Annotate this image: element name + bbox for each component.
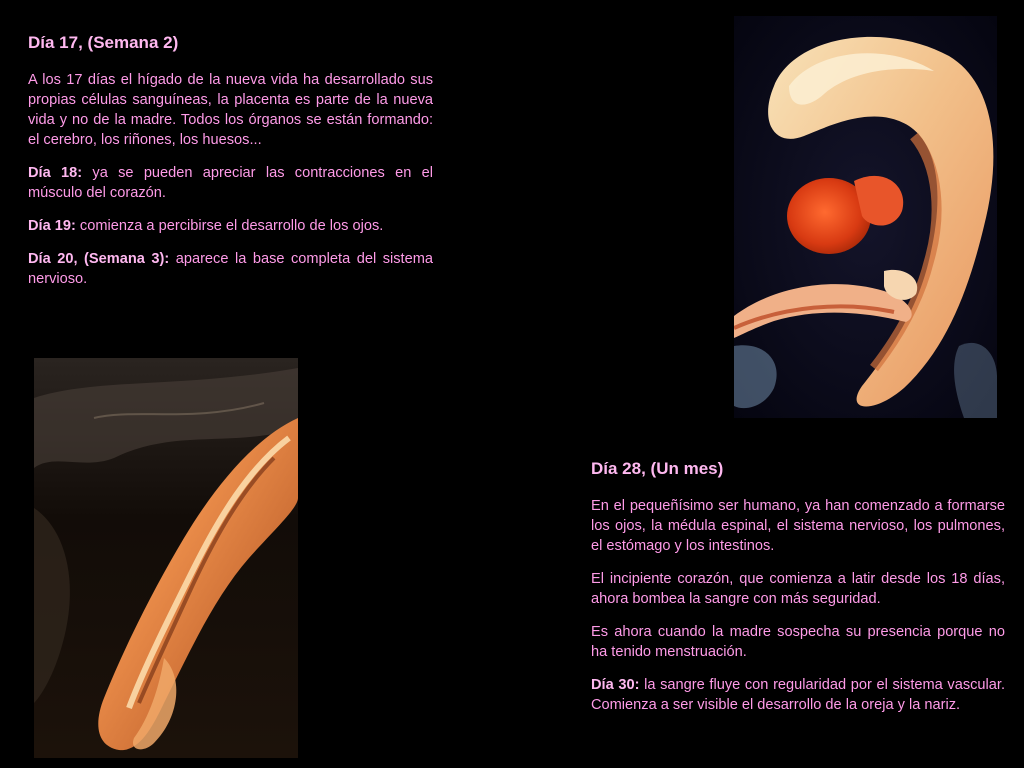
paragraph-text: A los 17 días el hígado de la nueva vida ha desarrollado sus propias células sanguíneas, la placenta es parte de la nueva vida y no de la madre. Todos los órganos se están formando: el cerebro, los riñones, los huesos... bbox=[28, 72, 433, 148]
day20-paragraph bbox=[28, 249, 433, 289]
day28-paragraph bbox=[591, 496, 1005, 556]
paragraph-text: ya se pueden apreciar las contracciones en el músculo del corazón. bbox=[28, 165, 434, 201]
mother-paragraph bbox=[591, 622, 1005, 662]
day18-paragraph bbox=[28, 163, 433, 203]
paragraph-text: El incipiente corazón, que comienza a latir desde los 18 días, ahora bombea la sangre con más seguridad. bbox=[591, 571, 1005, 607]
paragraph-label: Día 18: bbox=[28, 165, 83, 181]
day17-paragraph bbox=[28, 70, 433, 150]
day28-section bbox=[591, 458, 1005, 728]
paragraph-text: comienza a percibirse el desarrollo de los ojos. bbox=[75, 218, 384, 234]
paragraph-label: Día 20, (Semana 3): bbox=[28, 251, 170, 267]
day17-section bbox=[28, 32, 433, 302]
paragraph-label: Día 30: bbox=[591, 677, 640, 693]
day19-paragraph bbox=[28, 216, 433, 236]
paragraph-text: En el pequeñísimo ser humano, ya han comenzado a formarse los ojos, la médula espinal, el sistema nervioso, los pulmones, el estómago y los intestinos. bbox=[591, 498, 1005, 554]
paragraph-text: Es ahora cuando la madre sospecha su presencia porque no ha tenido menstruación. bbox=[591, 624, 1005, 660]
day28-heading: Día 28, (Un mes) bbox=[591, 459, 724, 478]
day30-paragraph bbox=[591, 675, 1005, 715]
embryo-photo bbox=[734, 16, 997, 418]
embryo-illustration bbox=[734, 16, 997, 418]
embryo-photo-amber bbox=[34, 358, 298, 758]
paragraph-text: aparece la base completa del sistema nervioso. bbox=[28, 251, 433, 287]
heart-paragraph bbox=[591, 569, 1005, 609]
paragraph-label: Día 19: bbox=[28, 218, 76, 234]
paragraph-text: la sangre fluye con regularidad por el sistema vascular. Comienza a ser visible el desarrollo de la oreja y la nariz. bbox=[591, 677, 1006, 713]
day17-heading: Día 17, (Semana 2) bbox=[28, 33, 179, 52]
embryo-illustration bbox=[34, 358, 298, 758]
